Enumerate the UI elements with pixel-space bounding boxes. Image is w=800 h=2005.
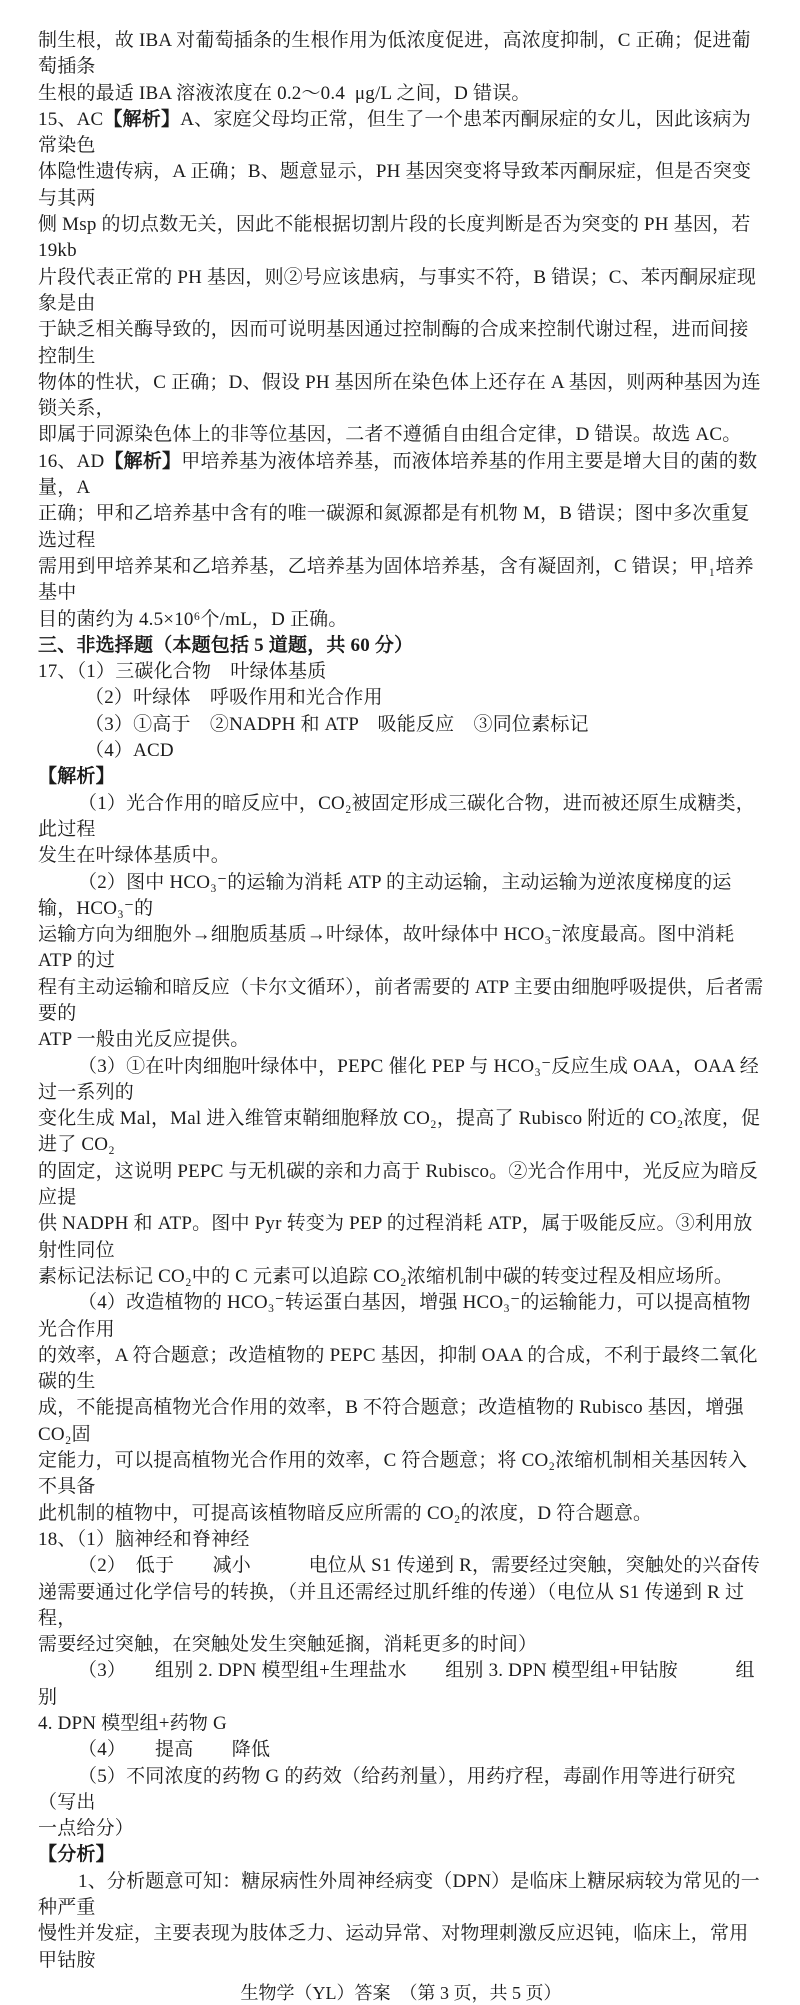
text-line <box>38 1580 764 1633</box>
text-run: （3） 组别 2. DPN 模型组+生理盐水 组别 3. DPN 模型组+甲钴胺 组别 <box>38 1660 755 1708</box>
text-run: 定能力，可以提高植物光合作用的效率，C 符合题意；将 CO₂浓缩机制相关基因转入不具备 <box>38 1450 748 1498</box>
text-run: 生根的最适 IBA 溶液浓度在 0.2～0.4 μg/L 之间，D 错误。 <box>38 82 531 104</box>
text-run: （3）①在叶肉细胞叶绿体中，PEPC 催化 PEP 与 HCO₃⁻反应生成 OAA，OAA 经过一系列的 <box>38 1055 759 1103</box>
text-run: 片段代表正常的 PH 基因，则②号应该患病，与事实不符，B 错误；C、苯丙酮尿症现象是由 <box>38 266 757 314</box>
text-run: 正确；甲和乙培养基中含有的唯一碳源和氮源都是有机物 M，B 错误；图中多次重复选过程 <box>38 503 750 551</box>
text-run: 发生在叶绿体基质中。 <box>38 845 231 867</box>
text-line <box>38 843 764 869</box>
text-run: （4） 提高 降低 <box>78 1739 271 1761</box>
text-line <box>38 317 764 370</box>
text-run: 需要经过突触，在突触处发生突触延搁，消耗更多的时间） <box>38 1634 538 1656</box>
text-run: A、家庭父母均正常，但生了一个患苯丙酮尿症的女儿，因此该病为常染色 <box>38 108 751 157</box>
text-run: 4. DPN 模型组+药物 G <box>38 1713 227 1734</box>
bold-text-run: 【解析】 <box>38 766 115 788</box>
text-run: 递需要通过化学信号的转换，（并且还需经过肌纤维的传递）（电位从 S1 传递到 R 过程， <box>38 1581 745 1629</box>
text-line <box>38 870 764 923</box>
text-line <box>38 1106 764 1159</box>
bold-text-run: 【分析】 <box>38 1844 115 1866</box>
document-lines <box>38 28 764 1974</box>
text-line <box>38 1816 764 1842</box>
text-run: 18、（1）脑神经和脊神经 <box>38 1528 250 1550</box>
text-line <box>38 1264 764 1290</box>
text-run: 的效率，A 符合题意；改造植物的 PEPC 基因，抑制 OAA 的合成，不利于最终二氧化碳的生 <box>38 1344 758 1393</box>
text-line <box>38 607 764 633</box>
text-line <box>38 212 764 265</box>
bold-text-run: 三、非选择题（本题包括 5 道题，共 60 分） <box>38 634 414 656</box>
text-line <box>38 1448 764 1501</box>
text-run: ATP 一般由光反应提供。 <box>38 1029 250 1051</box>
text-line <box>38 1553 764 1579</box>
text-line <box>38 791 764 844</box>
bold-text-run: 【解析】 <box>103 108 181 130</box>
text-line <box>38 1211 764 1264</box>
text-line <box>38 1290 764 1343</box>
text-line <box>38 449 764 502</box>
text-run: （3）①高于 ②NADPH 和 ATP 吸能反应 ③同位素标记 <box>85 713 589 735</box>
text-line <box>38 633 764 659</box>
text-line <box>38 738 764 764</box>
text-line <box>38 1501 764 1527</box>
text-run: （4）ACD <box>85 740 174 762</box>
text-run: 成，不能提高植物光合作用的效率，B 不符合题意；改造植物的 Rubisco 基因，增强 CO₂固 <box>38 1397 749 1445</box>
text-run: 一点给分） <box>38 1818 135 1840</box>
text-line <box>38 370 764 423</box>
text-line <box>38 501 764 554</box>
text-line <box>38 712 764 738</box>
text-line <box>38 1764 764 1817</box>
text-run: 即属于同源染色体上的非等位基因，二者不遵循自由组合定律，D 错误。故选 AC。 <box>38 424 742 446</box>
text-line <box>38 1921 764 1974</box>
text-line <box>38 28 764 81</box>
text-run: （5）不同浓度的药物 G 的药效（给药剂量），用药疗程，毒副作用等进行研究（写出 <box>38 1765 736 1813</box>
text-run: 运输方向为细胞外→细胞质基质→叶绿体，故叶绿体中 HCO₃⁻浓度最高。图中消耗 ATP 的过 <box>38 924 740 972</box>
text-line <box>38 1527 764 1553</box>
text-run: 16、AD <box>38 450 105 472</box>
text-line <box>38 1027 764 1053</box>
text-line <box>38 265 764 318</box>
text-line <box>38 107 764 160</box>
text-line <box>38 975 764 1028</box>
text-run: 变化生成 Mal，Mal 进入维管束鞘细胞释放 CO₂，提高了 Rubisco 附近的 CO₂浓度，促进了 CO₂ <box>38 1108 761 1156</box>
text-run: 的固定，这说明 PEPC 与无机碳的亲和力高于 Rubisco。②光合作用中，光反应为暗反应提 <box>38 1160 758 1209</box>
text-line <box>38 1632 764 1658</box>
text-run: 慢性并发症，主要表现为肢体乏力、运动异常、对物理刺激反应迟钝，临床上，常用甲钴胺 <box>38 1923 749 1971</box>
text-line <box>38 1159 764 1212</box>
text-line <box>38 1395 764 1448</box>
text-run: 甲培养基为液体培养基，而液体培养基的作用主要是增大目的菌的数量，A <box>38 450 758 499</box>
text-run: 物体的性状，C 正确；D、假设 PH 基因所在染色体上还存在 A 基因，则两种基因为连锁关系， <box>38 371 761 420</box>
text-line <box>38 422 764 448</box>
text-line <box>38 159 764 212</box>
text-run: （2） 低于 减小 电位从 S1 传递到 R，需要经过突触，突触处的兴奋传 <box>78 1555 760 1577</box>
text-run: 素标记法标记 CO₂中的 C 元素可以追踪 CO₂浓缩机制中碳的转变过程及相应场所。 <box>38 1265 734 1287</box>
text-run: 供 NADPH 和 ATP。图中 Pyr 转变为 PEP 的过程消耗 ATP，属于吸能反应。③利用放射性同位 <box>38 1213 753 1261</box>
text-line <box>38 922 764 975</box>
text-run: 需用到甲培养某和乙培养基，乙培养基为固体培养基，含有凝固剂，C 错误；甲₁培养基中 <box>38 555 754 604</box>
text-line <box>38 1054 764 1107</box>
text-run: （2）图中 HCO₃⁻的运输为消耗 ATP 的主动运输，主动运输为逆浓度梯度的运输，HCO₃⁻的 <box>38 871 732 919</box>
text-line <box>38 685 764 711</box>
text-line <box>38 554 764 607</box>
text-run: 此机制的植物中，可提高该植物暗反应所需的 CO₂的浓度，D 符合题意。 <box>38 1502 653 1524</box>
text-run: 程有主动运输和暗反应（卡尔文循环），前者需要的 ATP 主要由细胞呼吸提供，后者需要的 <box>38 976 764 1024</box>
text-run: 制生根，故 IBA 对葡萄插条的生根作用为低浓度促进，高浓度抑制，C 正确；促进葡萄插条 <box>38 30 751 78</box>
text-run: 侧 Msp 的切点数无关，因此不能根据切割片段的长度判断是否为突变的 PH 基因，若 19kb <box>38 214 756 262</box>
text-line <box>38 1343 764 1396</box>
text-line <box>38 1842 764 1868</box>
page-footer: 生物学（YL）答案 （第 3 页，共 5 页） <box>240 1982 562 2003</box>
text-run: （1）光合作用的暗反应中，CO₂被固定形成三碳化合物，进而被还原生成糖类，此过程 <box>38 792 755 840</box>
bold-text-run: 【解析】 <box>104 450 182 472</box>
text-run: 1、分析题意可知：糖尿病性外周神经病变（DPN）是临床上糖尿病较为常见的一种严重 <box>38 1870 760 1919</box>
text-line <box>38 764 764 790</box>
text-line <box>38 1658 764 1711</box>
text-run: 17、（1）三碳化合物 叶绿体基质 <box>38 661 327 683</box>
text-run: （2）叶绿体 呼吸作用和光合作用 <box>85 687 383 709</box>
text-line <box>38 1737 764 1763</box>
text-run: 15、AC <box>38 108 104 130</box>
text-line <box>38 81 764 107</box>
text-run: 目的菌约为 4.5×10⁶个/mL，D 正确。 <box>38 608 348 630</box>
text-line <box>38 1711 764 1737</box>
text-run: （4）改造植物的 HCO₃⁻转运蛋白基因，增强 HCO₃⁻的运输能力，可以提高植物光合作用 <box>38 1292 751 1340</box>
text-line <box>38 659 764 685</box>
text-run: 体隐性遗传病，A 正确；B、题意显示，PH 基因突变将导致苯丙酮尿症，但是否突变与其两 <box>38 161 752 209</box>
text-run: 于缺乏相关酶导致的，因而可说明基因通过控制酶的合成来控制代谢过程，进而间接控制生 <box>38 319 749 367</box>
text-line <box>38 1869 764 1922</box>
